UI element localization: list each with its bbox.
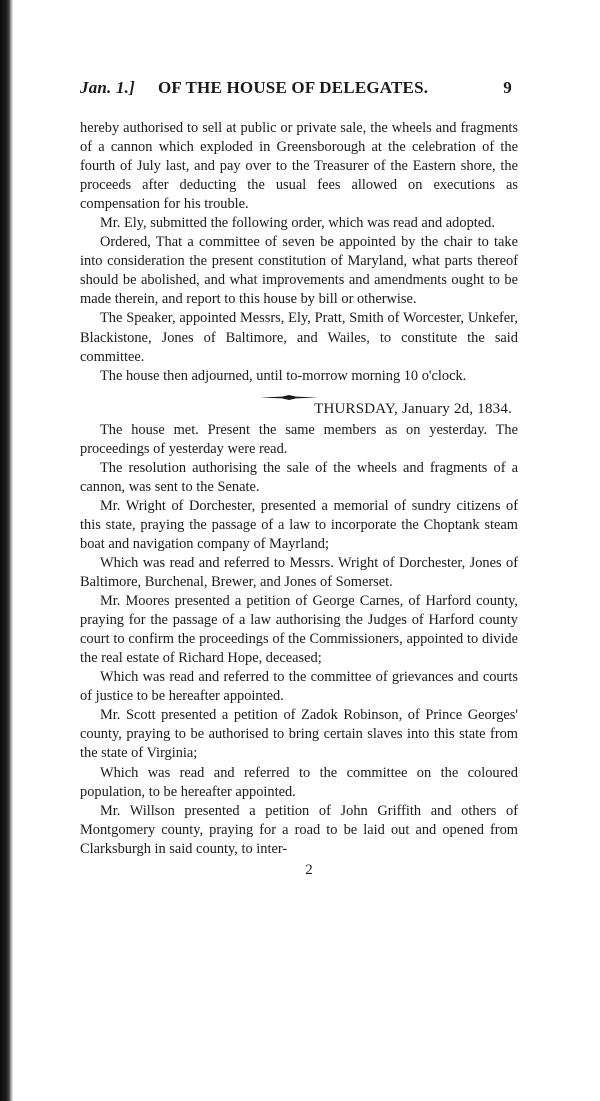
paragraph-house-met: The house met. Present the same members as on yesterday. The proceedings of yesterday were read. [80,421,518,457]
paragraph-scott-referred: Which was read and referred to the committee on the coloured population, to be hereafter appointed. [80,764,518,800]
paragraph-resolution-sent: The resolution authorising the sale of the wheels and fragments of a cannon, was sent to the Senate. [80,459,518,495]
dateline-thursday: THURSDAY, January 2d, 1834. [314,400,512,417]
document-page [80,72,518,879]
section-january-first [80,119,518,386]
paragraph-willson-petition: Mr. Willson presented a petition of John Griffith and others of Montgomery county, praying for a road to be laid out and opened from Clarksburgh in said county, to inter- [80,802,518,857]
page-number: 9 [503,78,512,97]
section-divider [80,393,518,401]
signature-mark: 2 [305,861,313,878]
paragraph-ordered-committee: Ordered, That a committee of seven be appointed by the chair to take into consideration the present constitution of Maryland, what parts thereof should be abolished, and what improvements and amendments ought to be made therein, and report to this house by bill or otherwise. [80,234,518,308]
scan-binding-edge [0,0,13,1101]
paragraph-speaker-appointed: The Speaker, appointed Messrs, Ely, Pratt, Smith of Worcester, Unkefer, Blackistone, Jones of Baltimore, and Wailes, to constitute the said committee. [80,310,518,365]
paragraph-ely-order: Mr. Ely, submitted the following order, which was read and adopted. [100,215,495,232]
running-head-title: OF THE HOUSE OF DELEGATES. [158,78,429,97]
paragraph-cannon-sale-continued: hereby authorised to sell at public or private sale, the wheels and fragments of a cannon which exploded in Greensborough at the celebration of the fourth of July last, and pay over to the Treasurer of the Eastern shore, the proceeds after deducting the usual fees allowed on executions as compensation for his trouble. [80,120,518,213]
running-head-date: Jan. 1.] [80,78,135,97]
paragraph-wright-referred: Which was read and referred to Messrs. Wright of Dorchester, Jones of Baltimore, Burchenal, Brewer, and Jones of Somerset. [80,554,518,591]
paragraph-wright-memorial: Mr. Wright of Dorchester, presented a memorial of sundry citizens of this state, praying the passage of a law to incorporate the Choptank steam boat and navigation company of Mayrland; [80,497,518,552]
section-january-second [80,421,518,859]
paragraph-house-adjourned: The house then adjourned, until to-morrow morning 10 o'clock. [100,367,467,384]
running-head [80,72,518,102]
paragraph-moores-referred: Which was read and referred to the committee of grievances and courts of justice to be hereafter appointed. [80,669,518,705]
paragraph-moores-petition: Mr. Moores presented a petition of George Carnes, of Harford county, praying for the passage of a law authorising the Judges of Harford county court to confirm the proceedings of the Commissioners, appointed to divide the real estate of Richard Hope, deceased; [80,593,518,667]
divider-ornament-icon [260,395,318,400]
paragraph-scott-petition: Mr. Scott presented a petition of Zadok Robinson, of Prince Georges' county, praying to be authorised to bring certain slaves into this state from the state of Virginia; [80,707,518,762]
